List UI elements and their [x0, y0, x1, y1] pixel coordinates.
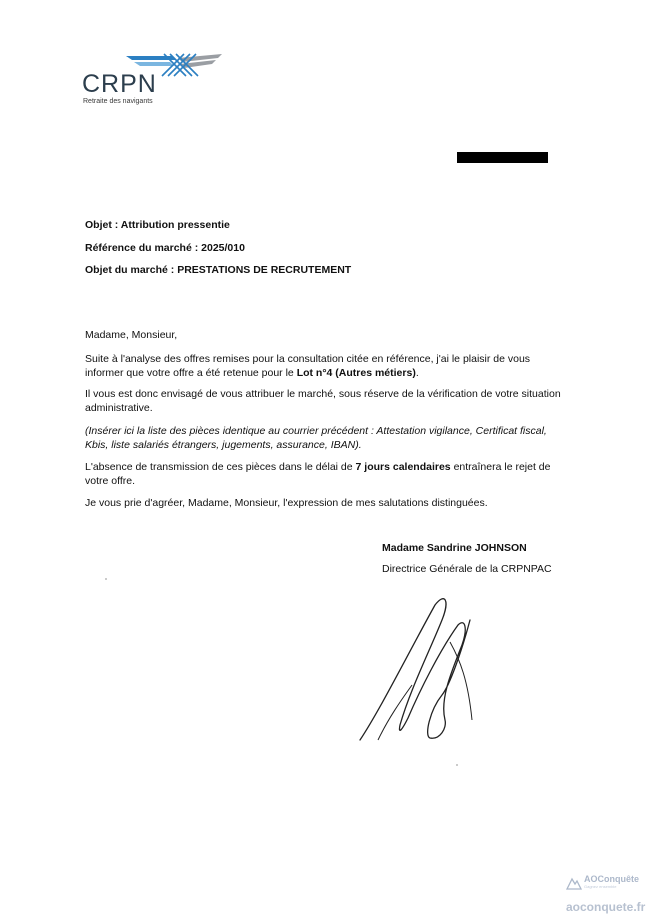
- watermark-url: aoconquete.fr: [566, 900, 646, 914]
- watermark-brand: AOConquête: [584, 874, 639, 884]
- objet-label: Objet :: [85, 219, 121, 231]
- scan-speck: [105, 578, 107, 580]
- logo-name: CRPN: [82, 70, 157, 98]
- signatory-title: Directrice Générale de la CRPNPAC: [382, 563, 552, 575]
- p4-end: entraînera le rejet de votre offre.: [85, 461, 551, 487]
- crpn-logo: [80, 48, 230, 110]
- p1-text: Suite à l'analyse des offres remises pour la consultation citée en référence, j'ai le plaisir de vous informer que votre offre a été retenue pour le: [85, 353, 531, 379]
- deadline: 7 jours calendaires: [355, 461, 451, 473]
- redacted-address: [457, 152, 548, 163]
- paragraph-selection: [85, 352, 570, 380]
- objet-value: Attribution pressentie: [120, 219, 230, 231]
- paragraph-closing: Je vous prie d'agréer, Madame, Monsieur, l'expression de mes salutations distinguées.: [85, 497, 488, 509]
- reference-line: [85, 242, 245, 254]
- paragraph-attribution: Il vous est donc envisagé de vous attribuer le marché, sous réserve de la vérification de votre situation administrative.: [85, 388, 561, 414]
- reference-value: 2025/010: [201, 242, 245, 254]
- paragraph-pieces: (Insérer ici la liste des pièces identique au courrier précédent : Attestation vigilance, Certificat fiscal, Kbis, liste salariés étrangers, jugements, assurance, IBAN).: [85, 425, 547, 451]
- handwritten-signature: [350, 590, 490, 750]
- watermark-tagline: Gagnez ensemble: [584, 884, 617, 889]
- objet-marche-line: [85, 264, 351, 276]
- scan-speck: [456, 764, 458, 766]
- reference-label: Référence du marché :: [85, 242, 202, 254]
- objet-marche-label: Objet du marché :: [85, 264, 178, 276]
- signatory-name: Madame Sandrine JOHNSON: [382, 542, 527, 554]
- logo-tagline: Retraite des navigants: [83, 98, 153, 105]
- p4-text: L'absence de transmission de ces pièces dans le délai de: [85, 461, 356, 473]
- salutation: Madame, Monsieur,: [85, 329, 178, 341]
- lot-number: Lot n°4 (Autres métiers): [296, 367, 416, 379]
- objet-marche-value: PRESTATIONS DE RECRUTEMENT: [177, 264, 352, 276]
- p1-end: .: [415, 367, 419, 379]
- watermark-logo: [566, 874, 646, 894]
- mountain-icon: [566, 876, 582, 890]
- objet-line: [85, 219, 230, 231]
- paragraph-deadline: [85, 460, 570, 488]
